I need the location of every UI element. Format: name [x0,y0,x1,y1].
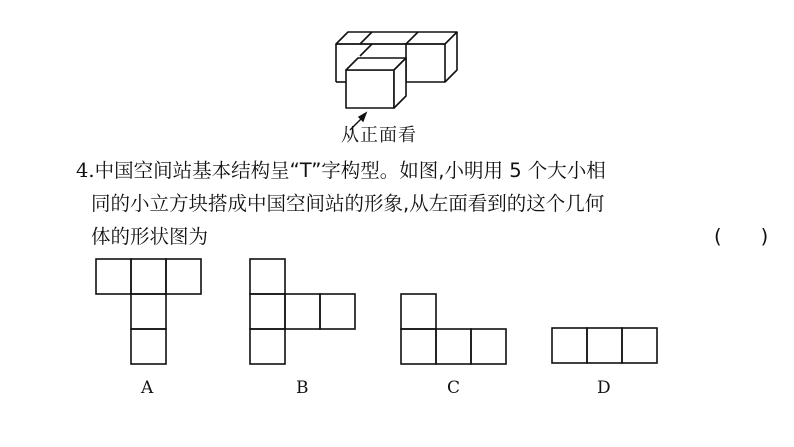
option-a-label: A [141,378,154,398]
question-line-2: 同的小立方块搭成中国空间站的形象,从左面看到的这个几何 [91,192,605,215]
question-block [76,154,769,253]
option-b-figure [249,258,357,366]
option-d-label: D [597,378,611,398]
question-number: 4. [76,159,95,182]
option-c-label: C [447,378,461,398]
question-line-3: 体的形状图为 [91,225,209,248]
option-b-label: B [296,378,309,398]
option-c-figure [400,293,508,365]
view-direction-label: 从正面看 [341,125,417,146]
option-a-figure [95,258,203,366]
answer-bracket: ( ) [714,225,769,248]
question-line-1 [76,154,736,187]
option-d-figure [551,327,659,365]
question-text-1: 中国空间站基本结构呈“T”字构型。如图,小明用 5 个大小相 [94,159,606,182]
